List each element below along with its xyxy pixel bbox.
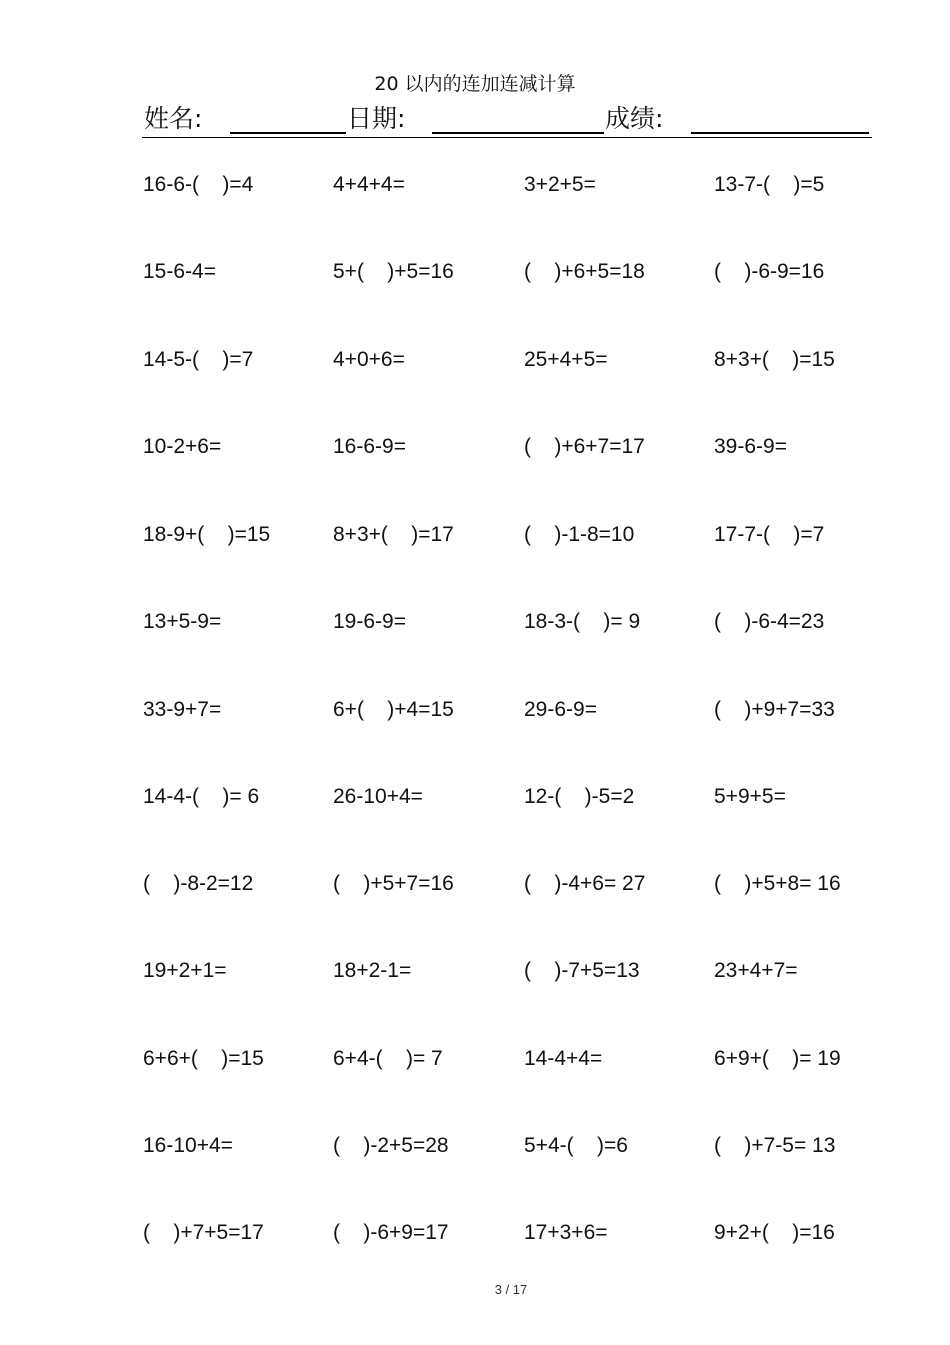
math-problem: 16-6-( )=4 (143, 173, 254, 196)
math-problem: ( )-2+5=28 (333, 1134, 449, 1157)
math-problem: ( )-8-2=12 (143, 872, 254, 895)
math-problem: ( )-7+5=13 (524, 959, 640, 982)
date-blank-line (432, 132, 604, 134)
math-problem: 17-7-( )=7 (714, 523, 825, 546)
math-problem: 5+9+5= (714, 785, 786, 808)
math-problem: ( )+7+5=17 (143, 1221, 264, 1244)
math-problem: ( )-1-8=10 (524, 523, 635, 546)
score-blank-line (691, 132, 869, 134)
math-problem: 4+0+6= (333, 348, 405, 371)
problem-row (143, 782, 903, 812)
header-divider (142, 137, 872, 138)
problem-row (143, 432, 903, 462)
problem-row (143, 1044, 903, 1074)
math-problem: ( )+7-5= 13 (714, 1134, 836, 1157)
math-problem: 39-6-9= (714, 435, 787, 458)
math-problem: 17+3+6= (524, 1221, 608, 1244)
math-problem: 18+2-1= (333, 959, 412, 982)
math-problem: 29-6-9= (524, 698, 597, 721)
math-problem: ( )+6+5=18 (524, 260, 645, 283)
math-problem: 19-6-9= (333, 610, 406, 633)
math-problem: 19+2+1= (143, 959, 227, 982)
math-problem: 5+( )+5=16 (333, 260, 454, 283)
math-problem: 15-6-4= (143, 260, 216, 283)
math-problem: 8+3+( )=15 (714, 348, 835, 371)
page-indicator: 3 / 17 (494, 1282, 528, 1297)
math-problem: 16-6-9= (333, 435, 406, 458)
math-problem: 26-10+4= (333, 785, 423, 808)
math-problem: 25+4+5= (524, 348, 608, 371)
student-info-header (142, 102, 872, 138)
math-problem: 16-10+4= (143, 1134, 233, 1157)
worksheet-title: 20 以内的连加连减计算 (374, 73, 576, 95)
name-blank-line (230, 132, 346, 134)
math-problem: 3+2+5= (524, 173, 596, 196)
math-problem: ( )-4+6= 27 (524, 872, 646, 895)
math-problem: 23+4+7= (714, 959, 798, 982)
math-problem: 6+6+( )=15 (143, 1047, 264, 1070)
math-problem: 5+4-( )=6 (524, 1134, 628, 1157)
math-problem: 14-4+4= (524, 1047, 603, 1070)
problem-row (143, 607, 903, 637)
math-problem: 10-2+6= (143, 435, 222, 458)
problem-row (143, 1131, 903, 1161)
math-problem: ( )+9+7=33 (714, 698, 835, 721)
date-label: 日期: (347, 104, 406, 133)
problem-row (143, 695, 903, 725)
math-problem: 4+4+4= (333, 173, 405, 196)
math-problem: 13-7-( )=5 (714, 173, 825, 196)
problem-row (143, 1218, 903, 1248)
math-problem: 12-( )-5=2 (524, 785, 635, 808)
math-problem: ( )+5+8= 16 (714, 872, 841, 895)
score-label: 成绩: (605, 104, 664, 133)
math-problem: 18-9+( )=15 (143, 523, 271, 546)
problem-row (143, 956, 903, 986)
math-problem: 14-4-( )= 6 (143, 785, 260, 808)
math-problem: ( )+6+7=17 (524, 435, 645, 458)
math-problem: ( )-6+9=17 (333, 1221, 449, 1244)
math-problem: 9+2+( )=16 (714, 1221, 835, 1244)
math-problem: 14-5-( )=7 (143, 348, 254, 371)
problem-row (143, 869, 903, 899)
math-problem: 18-3-( )= 9 (524, 610, 641, 633)
math-problem: 6+4-( )= 7 (333, 1047, 443, 1070)
math-problem: ( )+5+7=16 (333, 872, 454, 895)
math-problem: 8+3+( )=17 (333, 523, 454, 546)
math-problem: 6+( )+4=15 (333, 698, 454, 721)
problem-row (143, 520, 903, 550)
math-problem: 33-9+7= (143, 698, 222, 721)
math-problem: 6+9+( )= 19 (714, 1047, 841, 1070)
math-problem: ( )-6-9=16 (714, 260, 825, 283)
name-label: 姓名: (144, 104, 203, 133)
problem-row (143, 170, 903, 200)
problem-row (143, 257, 903, 287)
math-problem: 13+5-9= (143, 610, 222, 633)
problem-row (143, 345, 903, 375)
math-problem: ( )-6-4=23 (714, 610, 825, 633)
